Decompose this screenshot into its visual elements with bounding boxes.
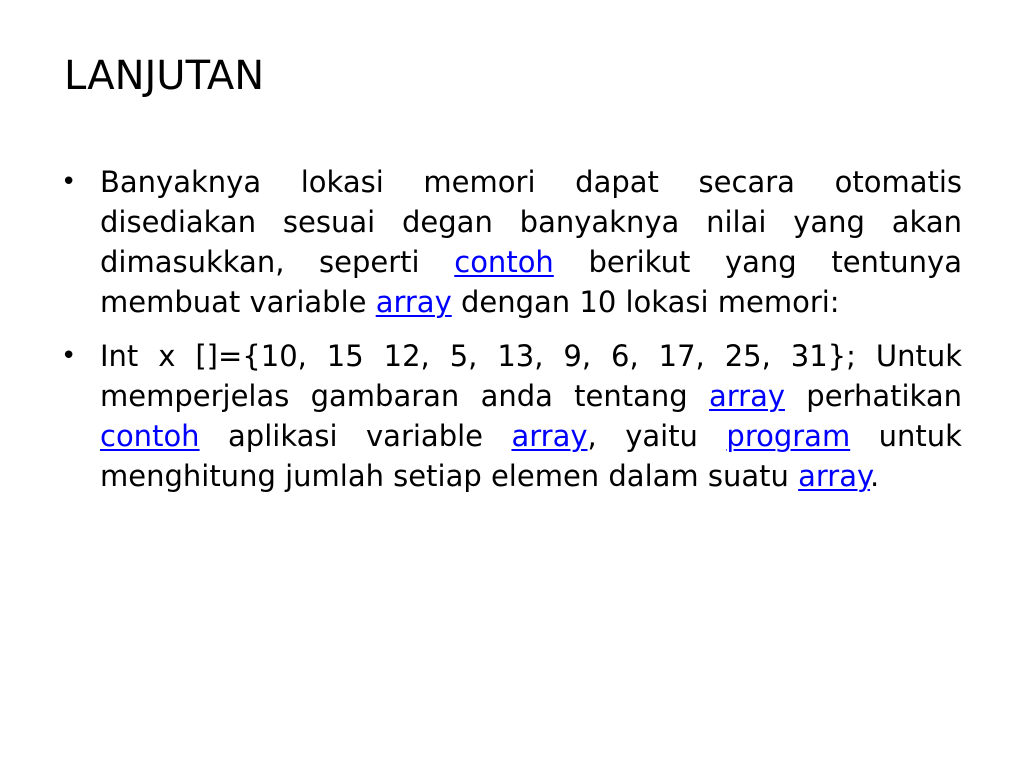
bullet1-text-2: berikut yang tentunya membuat variable <box>100 245 962 319</box>
contoh-link[interactable]: contoh <box>454 245 554 279</box>
bullet2-text-5: untuk menghitung jumlah setiap elemen dalam suatu <box>100 419 962 493</box>
bullet-item-2 <box>61 336 962 496</box>
array-link[interactable]: array <box>798 459 871 493</box>
contoh-link[interactable]: contoh <box>100 419 200 453</box>
bullet2-text-4: , yaitu <box>587 419 727 453</box>
bullet2-text-1: Int x []={10, 15 12, 5, 13, 9, 6, 17, 25, 31}; Untuk memperjelas gambaran anda tentang <box>100 339 962 413</box>
bullet-item-1 <box>61 162 962 322</box>
bullet-dot-icon: • <box>61 167 77 197</box>
bullet2-text-3: aplikasi variable <box>199 419 512 453</box>
array-link[interactable]: array <box>511 419 588 453</box>
bullet1-text-3: dengan 10 lokasi memori: <box>451 285 840 319</box>
bullet2-text-6: . <box>870 459 880 493</box>
slide-title: LANJUTAN <box>64 53 265 99</box>
bullet-dot-icon: • <box>61 341 77 371</box>
bullet1-text-1: Banyaknya lokasi memori dapat secara otomatis disediakan sesuai degan banyaknya nilai yang akan dimasukkan, seperti <box>100 165 962 279</box>
array-link[interactable]: array <box>375 285 452 319</box>
program-link[interactable]: program <box>726 419 851 453</box>
array-link[interactable]: array <box>708 379 786 413</box>
bullet2-text-2: perhatikan <box>785 379 962 413</box>
bullet-list <box>61 162 962 510</box>
